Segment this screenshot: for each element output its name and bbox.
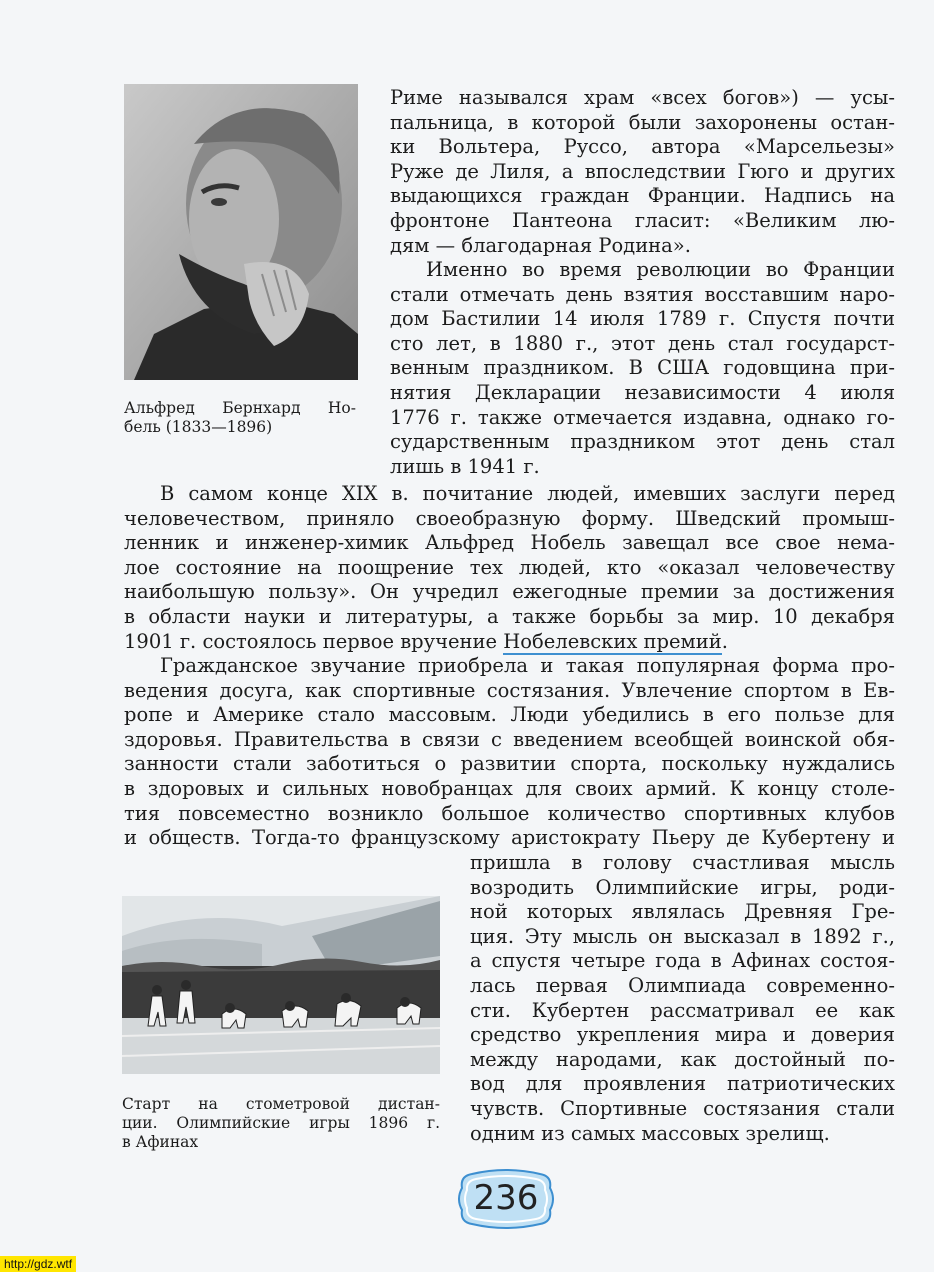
text-line: одним из самых массовых зрелищ. — [470, 1121, 830, 1145]
caption-line: ции. Олимпийские игры 1896 г. — [122, 1114, 440, 1132]
caption-line: Старт на стометровой дистан- — [122, 1095, 440, 1113]
text-line: в области науки и литературы, а также борьбы за мир. 10 декабря — [124, 604, 895, 628]
olympic-sprint-photo — [122, 896, 440, 1074]
page-number: 236 — [473, 1178, 539, 1218]
text-line: возродить Олимпийские игры, роди- — [470, 875, 895, 899]
text-line: занности стали заботиться о развитии спорта, поскольку нуждались — [124, 752, 895, 776]
olympic-paragraph — [470, 851, 895, 1146]
text-line: Риме назывался храм «всех богов») — усы- — [390, 86, 895, 109]
text-line: а спустя четыре года в Афинах состоя- — [470, 949, 895, 973]
text-line: ки Вольтера, Руссо, автора «Марсельезы» — [390, 135, 895, 159]
text-line: ция. Эту мысль он высказал в 1892 г., — [470, 924, 895, 948]
text-line: между народами, как достойный по- — [470, 1047, 895, 1071]
nobel-portrait-photo — [124, 84, 358, 380]
text-line: средство укрепления мира и доверия — [470, 1023, 895, 1047]
text-line: пальница, в которой были захоронены остан- — [390, 110, 895, 134]
text-line: выдающихся граждан Франции. Надпись на — [390, 184, 895, 208]
text-line: стали отмечать день взятия восставшим наро- — [390, 282, 895, 306]
text-line: венным праздником. В США годовщина при- — [390, 356, 895, 380]
text-line: дям — благодарная Родина». — [390, 233, 691, 257]
text-line: фронтоне Пантеона гласит: «Великим лю- — [390, 208, 895, 232]
text-line: здоровья. Правительства в связи с введением всеобщей воинской обя- — [124, 727, 895, 751]
source-watermark[interactable]: http://gdz.wtf — [0, 1256, 76, 1272]
nobel-paragraph — [124, 482, 895, 654]
bastille-paragraph — [390, 258, 895, 479]
text-line: пришла в голову счастливая мысль — [470, 851, 895, 874]
text-line — [124, 630, 895, 655]
text-line: ленник и инженер-химик Альфред Нобель завещал все свое нема- — [124, 531, 895, 555]
text-line: ропе и Америке стало массовым. Люди убедились в его пользе для — [124, 703, 895, 727]
caption-line: в Афинах — [122, 1133, 199, 1151]
text-line: чувств. Спортивные состязания стали — [470, 1096, 895, 1120]
olympic-sprint-image — [122, 896, 440, 1074]
text-line: ведения досуга, как спортивные состязания. Увлечение спортом в Ев- — [124, 678, 895, 702]
text-line: и обществ. Тогда-то французскому аристократу Пьеру де Кубертену и — [124, 826, 895, 850]
caption-line: бель (1833—1896) — [124, 418, 273, 436]
text-line: лась первая Олимпиада современно- — [470, 973, 895, 997]
nobel-portrait-image — [124, 84, 358, 380]
text-line: Именно во время революции во Франции — [426, 258, 895, 281]
text-line: лое состояние на поощрение тех людей, кто «оказал человечеству — [124, 555, 895, 579]
text-fragment: 1901 г. состоялось первое вручение — [124, 629, 504, 653]
nobel-prizes-term[interactable]: Нобелевских премий — [503, 629, 722, 653]
text-line: Гражданское звучание приобрела и такая популярная форма про- — [160, 654, 895, 677]
page-number-badge — [458, 1168, 554, 1230]
text-line: Руже де Лиля, а впоследствии Гюго и других — [390, 159, 895, 183]
text-line: вод для проявления патриотических — [470, 1072, 895, 1096]
text-fragment: . — [721, 629, 728, 653]
nobel-portrait-caption — [124, 399, 356, 437]
text-line: дом Бастилии 14 июля 1789 г. Спустя почти — [390, 307, 895, 331]
text-line: сударственным праздником этот день стал — [390, 430, 895, 454]
sport-paragraph — [124, 654, 895, 851]
text-line: 1776 г. также отмечается издавна, однако го- — [390, 405, 895, 429]
text-line: человечеством, приняло своеобразную форму. Шведский промыш- — [124, 506, 895, 530]
top-paragraph — [390, 86, 895, 258]
text-line: нятия Декларации независимости 4 июля — [390, 380, 895, 404]
olympic-sprint-caption — [122, 1095, 440, 1152]
text-line: В самом конце XIX в. почитание людей, имевших заслуги перед — [160, 482, 895, 505]
text-line: лишь в 1941 г. — [390, 454, 540, 478]
text-line: сти. Кубертен рассматривал ее как — [470, 998, 895, 1022]
text-line: в здоровых и сильных новобранцах для своих армий. К концу столе- — [124, 776, 895, 800]
caption-line: Альфред Бернхард Но- — [124, 399, 356, 417]
text-line: ной которых являлась Древняя Гре- — [470, 900, 895, 924]
text-line: тия повсеместно возникло большое количество спортивных клубов — [124, 801, 895, 825]
text-line: сто лет, в 1880 г., этот день стал государст- — [390, 331, 895, 355]
text-line: наибольшую пользу». Он учредил ежегодные премии за достижения — [124, 580, 895, 604]
